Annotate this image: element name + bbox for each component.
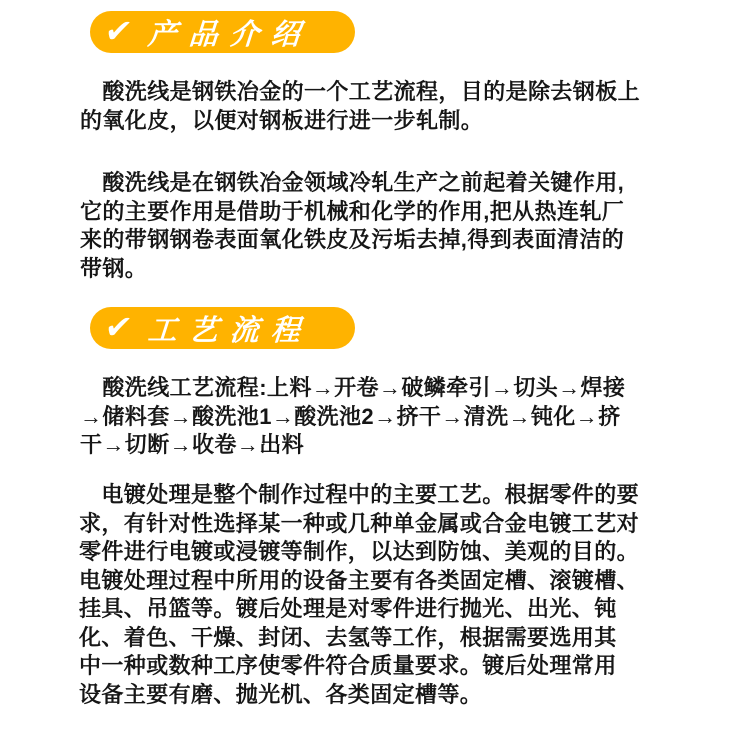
checkmark-icon: ✔ xyxy=(102,13,135,49)
paragraph-electroplating: 电镀处理是整个制作过程中的主要工艺。根据零件的要 求，有针对性选择某一种或几种单金属或合金电镀工艺对 零件进行电镀或浸镀等制作，以达到防蚀、美观的目的。 电镀处理过程中所用的设备主要有各类固定槽、滚镀槽、 挂具、吊篮等。镀后处理是对零件进行抛光、出光、钝 化、着色、干燥、封闭、去氢等工作，根据需要选用其 中一种或数种工序使零件符合质量要求。镀后处理常用 设备主要有磨、抛光机、各类固定槽等。 xyxy=(79,482,640,707)
section-badge-product-intro xyxy=(90,11,355,53)
paragraph-pickling-definition: 酸洗线是钢铁冶金的一个工艺流程，目的是除去钢板上 的氧化皮，以便对钢板进行进一步轧制。 xyxy=(80,79,641,133)
section-title-process-flow: 工艺流程 xyxy=(146,314,313,347)
section-badge-process-flow xyxy=(90,307,355,349)
checkmark-icon: ✔ xyxy=(102,309,135,345)
section-title-product-intro: 产品介绍 xyxy=(146,18,313,51)
paragraph-pickling-role: 酸洗线是在钢铁冶金领域冷轧生产之前起着关键作用, 它的主要作用是借助于机械和化学的作用,把从热连轧厂 来的带钢钢卷表面氧化铁皮及污垢去掉,得到表面清洁的 带钢。 xyxy=(80,170,625,281)
paragraph-process-steps: 酸洗线工艺流程:上料→开卷→破鳞牵引→切头→焊接 →储料套→酸洗池1→酸洗池2→挤干→清洗→钝化→挤 干→切断→收卷→出料 xyxy=(80,375,626,457)
